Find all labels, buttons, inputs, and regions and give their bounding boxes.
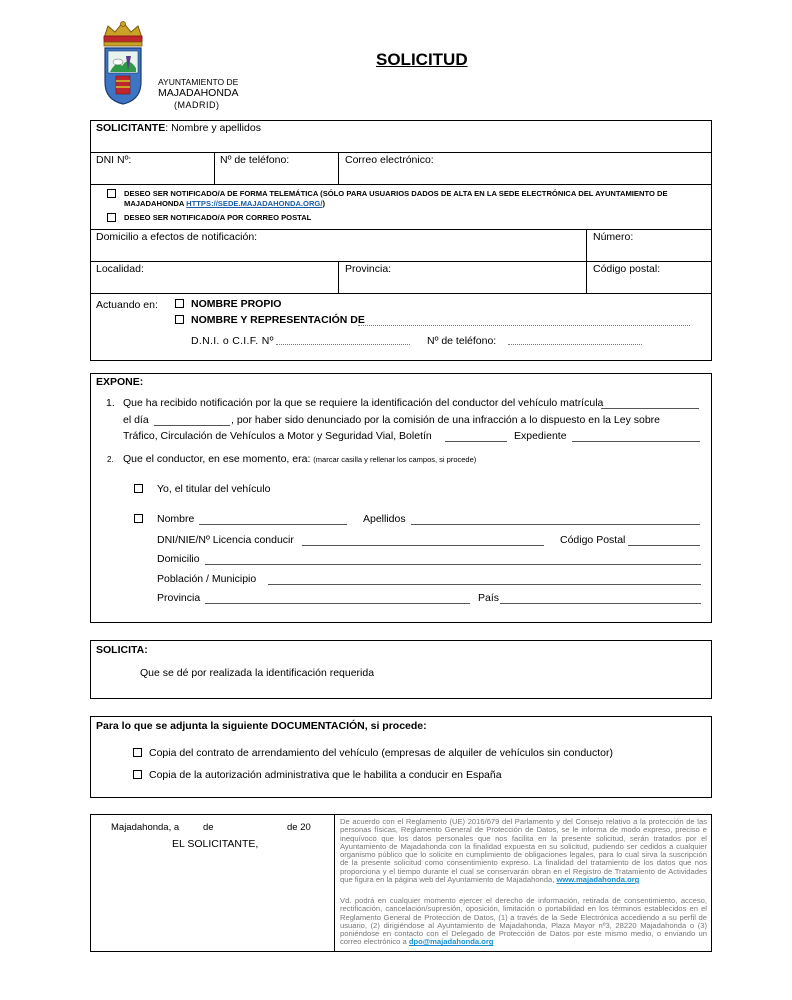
expone-section (90, 373, 712, 623)
notify-post-label: DESEO SER NOTIFICADO/A POR CORREO POSTAL (124, 213, 312, 222)
number-field[interactable] (640, 231, 708, 259)
postal-code-field[interactable] (665, 263, 708, 291)
address-label: Domicilio a efectos de notificación: (96, 231, 258, 243)
expone-title: EXPONE: (96, 376, 144, 388)
plate-field[interactable] (601, 408, 699, 409)
doc-license-label: Copia de la autorización administrativa que le habilita a conducir en España (149, 769, 502, 781)
representation-label: NOMBRE Y REPRESENTACIÓN DE (191, 314, 365, 326)
item1-line3-text: Tráfico, Circulación de Vehículos a Motor y Seguridad Vial, Boletín (123, 430, 432, 442)
driver-address-field[interactable] (205, 564, 701, 565)
notify-post-checkbox[interactable] (107, 213, 116, 222)
driver-postal-field[interactable] (628, 545, 700, 546)
driver-surname-label: Apellidos (363, 513, 406, 525)
item1-line2-text: , por haber sido denunciado por la comisión de una infracción a lo dispuesto en la Ley sobre (231, 414, 661, 426)
owner-driver-label: Yo, el titular del vehículo (157, 483, 271, 495)
address-field[interactable] (270, 231, 582, 259)
doc-contract-checkbox[interactable] (133, 748, 142, 757)
item1-number: 1. (106, 397, 115, 409)
driver-postal-label: Código Postal (560, 534, 626, 546)
phone-label: Nº de teléfono: (220, 154, 290, 166)
signature-area[interactable] (95, 855, 330, 947)
province-field[interactable] (395, 263, 582, 291)
sede-link[interactable]: HTTPS://SEDE.MAJADAHONDA.ORG/ (186, 199, 323, 208)
driver-license-label: DNI/NIE/Nº Licencia conducir (157, 534, 294, 546)
solicita-title: SOLICITA: (96, 644, 148, 656)
postal-code-label: Código postal: (593, 263, 661, 275)
item1-line1: Que ha recibido notificación por la que se requiere la identificación del conductor del vehículo matrícula (123, 397, 604, 409)
privacy-notice-p2: Vd. podrá en cualquier momento ejercer el derecho de información, retirada de consentimiento, acceso, rectificación, cancelación/supresión, oposición, limitación o portabilidad en los términos establecidos en el Reglamento General de Protección de Datos, (1) a través de la Sede Electrónica accediendo a su perfil de usuario, (2) dirigiéndose al Ayuntamiento de Majadahonda, Plaza Mayor nº3, 28220 Majadahonda o (3) poniéndose en contacto con el Delegado de Protección de Datos por este mismo medio, o enviando un correo electrónico a dpo@majadahonda.org (340, 896, 707, 947)
acting-label: Actuando en: (96, 299, 158, 311)
own-name-label: NOMBRE PROPIO (191, 298, 282, 310)
doc-contract-label: Copia del contrato de arrendamiento del vehículo (empresas de alquiler de vehículos sin conductor) (149, 747, 614, 759)
driver-country-field[interactable] (500, 603, 701, 604)
privacy-notice-p1: De acuerdo con el Reglamento (UE) 2016/679 del Parlamento y del Consejo relativo a la protección de las personas físicas, Reglamento General de Protección de Datos, se le informa de modo expreso, preciso e inequívoco que los datos personales que nos facilita en la presente solicitud, serán tratados por el Ayuntamiento de Majadahonda con la finalidad expuesta en su solicitud, pudiendo ser cedidos a cualquier organismo público que lo solicite en cumplimiento de obligaciones legales, para lo cual sirva la suscripción de la presente solicitud como consentimiento expreso. La finalidad del tratamiento de los datos que nos proporciona y el tiempo durante el cual se conservarán obran en el Registro de Tratamiento de Actividades que figura en la página web del Ayuntamiento de Majadahonda, www.majadahonda.org (340, 817, 707, 885)
documents-title: Para lo que se adjunta la siguiente DOCUMENTACIÓN, si procede: (96, 720, 427, 732)
website-link[interactable]: www.majadahonda.org (556, 875, 640, 885)
representation-field[interactable] (358, 325, 690, 326)
driver-country-label: País (478, 592, 500, 604)
notify-electronic-label: DESEO SER NOTIFICADO/A DE FORMA TELEMÁTICA (SÓLO PARA USUARIOS DADOS DE ALTA EN LA SEDE ELECTRÓNICA DEL AYUNTAMIENTO DE MAJADAHONDA HTTPS://SEDE.MAJADAHONDA.ORG/) (124, 189, 668, 208)
dpo-email-link[interactable]: dpo@majadahonda.org (408, 937, 494, 947)
doc-license-checkbox[interactable] (133, 770, 142, 779)
province-label: Provincia: (345, 263, 392, 275)
other-driver-checkbox[interactable] (134, 514, 143, 523)
item2-number: 2. (107, 455, 114, 464)
phone-field[interactable] (300, 154, 334, 180)
item2-text: Que el conductor, en ese momento, era: (marcar casilla y rellenar los campos, si procede) (123, 453, 477, 465)
own-name-checkbox[interactable] (175, 299, 184, 308)
driver-name-label: Nombre (157, 513, 195, 525)
notify-electronic-checkbox[interactable] (107, 189, 116, 198)
driver-name-field[interactable] (199, 524, 347, 525)
coat-of-arms-logo (98, 20, 148, 106)
driver-surname-field[interactable] (411, 524, 700, 525)
page-title: SOLICITUD (376, 50, 468, 69)
email-label: Correo electrónico: (345, 154, 434, 166)
applicant-name-field[interactable] (270, 122, 706, 150)
solicita-text: Que se dé por realizada la identificación requerida (140, 667, 375, 679)
dni-label: DNI Nº: (96, 154, 132, 166)
org-name-line1: AYUNTAMIENTO DE (158, 77, 239, 87)
file-label: Expediente (514, 430, 567, 442)
org-name-line2: MAJADAHONDA (158, 87, 239, 99)
signature-place: Majadahonda, a (111, 822, 180, 833)
email-field[interactable] (440, 154, 708, 180)
signature-de2: de 20 (287, 822, 311, 833)
dni-field[interactable] (140, 154, 210, 180)
org-name-line3: (MADRID) (174, 100, 220, 110)
file-field[interactable] (572, 441, 700, 442)
representation-checkbox[interactable] (175, 315, 184, 324)
driver-town-label: Población / Municipio (157, 573, 257, 585)
driver-province-label: Provincia (157, 592, 201, 604)
bulletin-field[interactable] (445, 441, 507, 442)
city-field[interactable] (150, 263, 334, 291)
phone2-label: Nº de teléfono: (427, 335, 497, 347)
city-label: Localidad: (96, 263, 144, 275)
driver-province-field[interactable] (205, 603, 470, 604)
phone2-field[interactable] (508, 344, 642, 345)
driver-town-field[interactable] (268, 584, 701, 585)
driver-address-label: Domicilio (157, 553, 200, 565)
date-field[interactable] (154, 425, 230, 426)
number-label: Número: (593, 231, 634, 243)
dni-cif-label: D.N.I. o C.I.F. Nº (191, 335, 274, 347)
signer-label: EL SOLICITANTE, (172, 838, 259, 850)
applicant-name-label: SOLICITANTE: Nombre y apellidos (96, 122, 261, 134)
owner-driver-checkbox[interactable] (134, 484, 143, 493)
signature-de1: de (203, 822, 214, 833)
driver-license-field[interactable] (302, 545, 544, 546)
item1-line2-day: el día (123, 414, 149, 426)
dni-cif-field[interactable] (276, 344, 410, 345)
